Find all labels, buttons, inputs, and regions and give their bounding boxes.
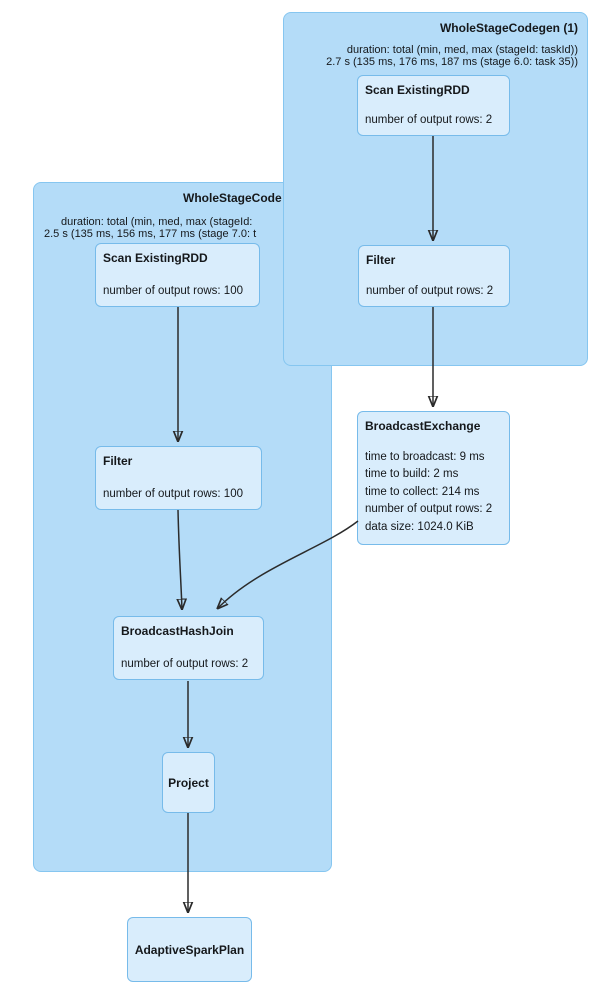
node-title: Scan ExistingRDD <box>103 251 208 265</box>
node-title: Scan ExistingRDD <box>365 83 470 97</box>
cluster-duration-label: duration: total (min, med, max (stageId: taskId)) <box>346 44 578 56</box>
node-broadcast-hash-join <box>113 616 264 680</box>
node-title: BroadcastExchange <box>365 419 481 433</box>
node-metric: number of output rows: 2 <box>366 285 494 297</box>
node-broadcast-exchange <box>357 411 510 545</box>
node-metric: number of output rows: 100 <box>103 285 243 297</box>
node-metric: time to build: 2 ms <box>365 468 459 480</box>
cluster-duration-value: 2.7 s (135 ms, 176 ms, 187 ms (stage 6.0: task 35)) <box>326 56 578 68</box>
node-title: Filter <box>366 253 396 267</box>
node-filter-right <box>358 245 510 307</box>
node-metric: number of output rows: 2 <box>365 503 493 515</box>
cluster-wholestagecodegen-1 <box>283 12 588 366</box>
node-metric: number of output rows: 100 <box>103 488 243 500</box>
node-metric: number of output rows: 2 <box>365 114 493 126</box>
node-metric: time to collect: 214 ms <box>365 485 480 498</box>
node-title: Project <box>168 775 209 790</box>
cluster-duration-label: duration: total (min, med, max (stageId: <box>61 216 253 228</box>
node-metrics <box>365 449 502 537</box>
node-filter-left <box>95 446 262 510</box>
node-metric: time to broadcast: 9 ms <box>365 450 485 463</box>
cluster-header <box>284 13 587 68</box>
node-title: AdaptiveSparkPlan <box>134 942 245 957</box>
node-metric: number of output rows: 2 <box>121 658 249 670</box>
node-scan-existingrdd-left <box>95 243 260 307</box>
node-title: BroadcastHashJoin <box>121 624 234 638</box>
node-title: Filter <box>103 454 133 468</box>
cluster-title: WholeStageCodegen (1) <box>439 21 578 35</box>
node-scan-existingrdd-right <box>357 75 510 136</box>
cluster-duration-value: 2.5 s (135 ms, 156 ms, 177 ms (stage 7.0: t <box>44 228 257 240</box>
node-project <box>162 752 215 813</box>
node-metric: data size: 1024.0 KiB <box>365 520 474 533</box>
cluster-title: WholeStageCode <box>183 191 282 205</box>
node-adaptive-spark-plan <box>127 917 252 982</box>
